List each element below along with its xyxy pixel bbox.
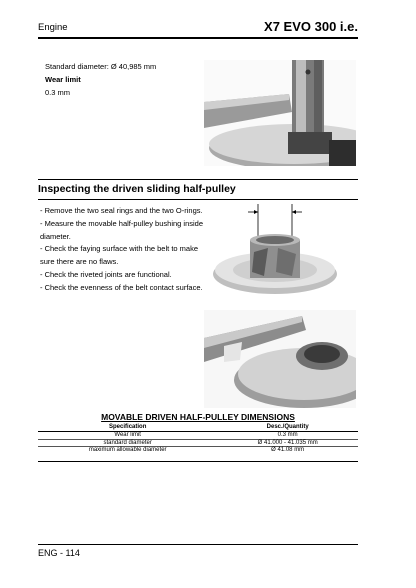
list-item: - Check the faying surface with the belt to make [40, 244, 198, 254]
table-cell-value: Ø 41.000 - 41.035 mm [217, 439, 358, 447]
table-cell-value: Ø 41.08 mm [271, 447, 305, 453]
list-item: - Remove the two seal rings and the two O-rings. [40, 206, 203, 215]
header-section-label: Engine [38, 22, 68, 33]
photo-pulley-hub-measurement [204, 60, 356, 166]
wear-limit-value: 0.3 mm [45, 88, 71, 97]
table-cell-spec: standard diameter [38, 439, 217, 447]
section-title: Inspecting the driven sliding half-pulley [38, 183, 236, 195]
table-cell-value: 0.3 mm [217, 432, 358, 440]
table-row [38, 447, 358, 454]
list-item: - Check the evenness of the belt contact surface. [40, 282, 203, 292]
list-item: diameter. [40, 231, 71, 241]
table-row [38, 432, 358, 440]
page-number: ENG - 114 [38, 548, 80, 558]
photo-half-pulley-bushing [212, 200, 340, 300]
table-bottom-rule [38, 461, 358, 462]
table-title: MOVABLE DRIVEN HALF-PULLEY DIMENSIONS [101, 412, 295, 422]
list-item: sure there are no flaws. [40, 257, 119, 267]
list-item: - Check the riveted joints are functional. [40, 269, 172, 279]
table-header-specification: Specification [38, 424, 217, 432]
table-cell-spec: Wear limit [38, 432, 217, 440]
header-divider [38, 37, 358, 39]
list-item: - Measure the movable half-pulley bushing inside [40, 218, 204, 228]
section-top-rule [38, 179, 358, 180]
wear-limit-heading: Wear limit [45, 75, 81, 84]
standard-diameter-text: Standard diameter: Ø 40,985 mm [45, 62, 157, 71]
footer-divider [38, 544, 358, 545]
photo-belt-contact-surface [204, 310, 356, 408]
header-model-title: X7 EVO 300 i.e. [264, 19, 358, 34]
table-cell-spec: maximum allowable diameter [88, 447, 167, 453]
table-header-quantity: Desc./Quantity [217, 424, 358, 432]
dimensions-table [38, 424, 358, 454]
inspection-steps-list [40, 205, 210, 295]
table-row [38, 439, 358, 447]
